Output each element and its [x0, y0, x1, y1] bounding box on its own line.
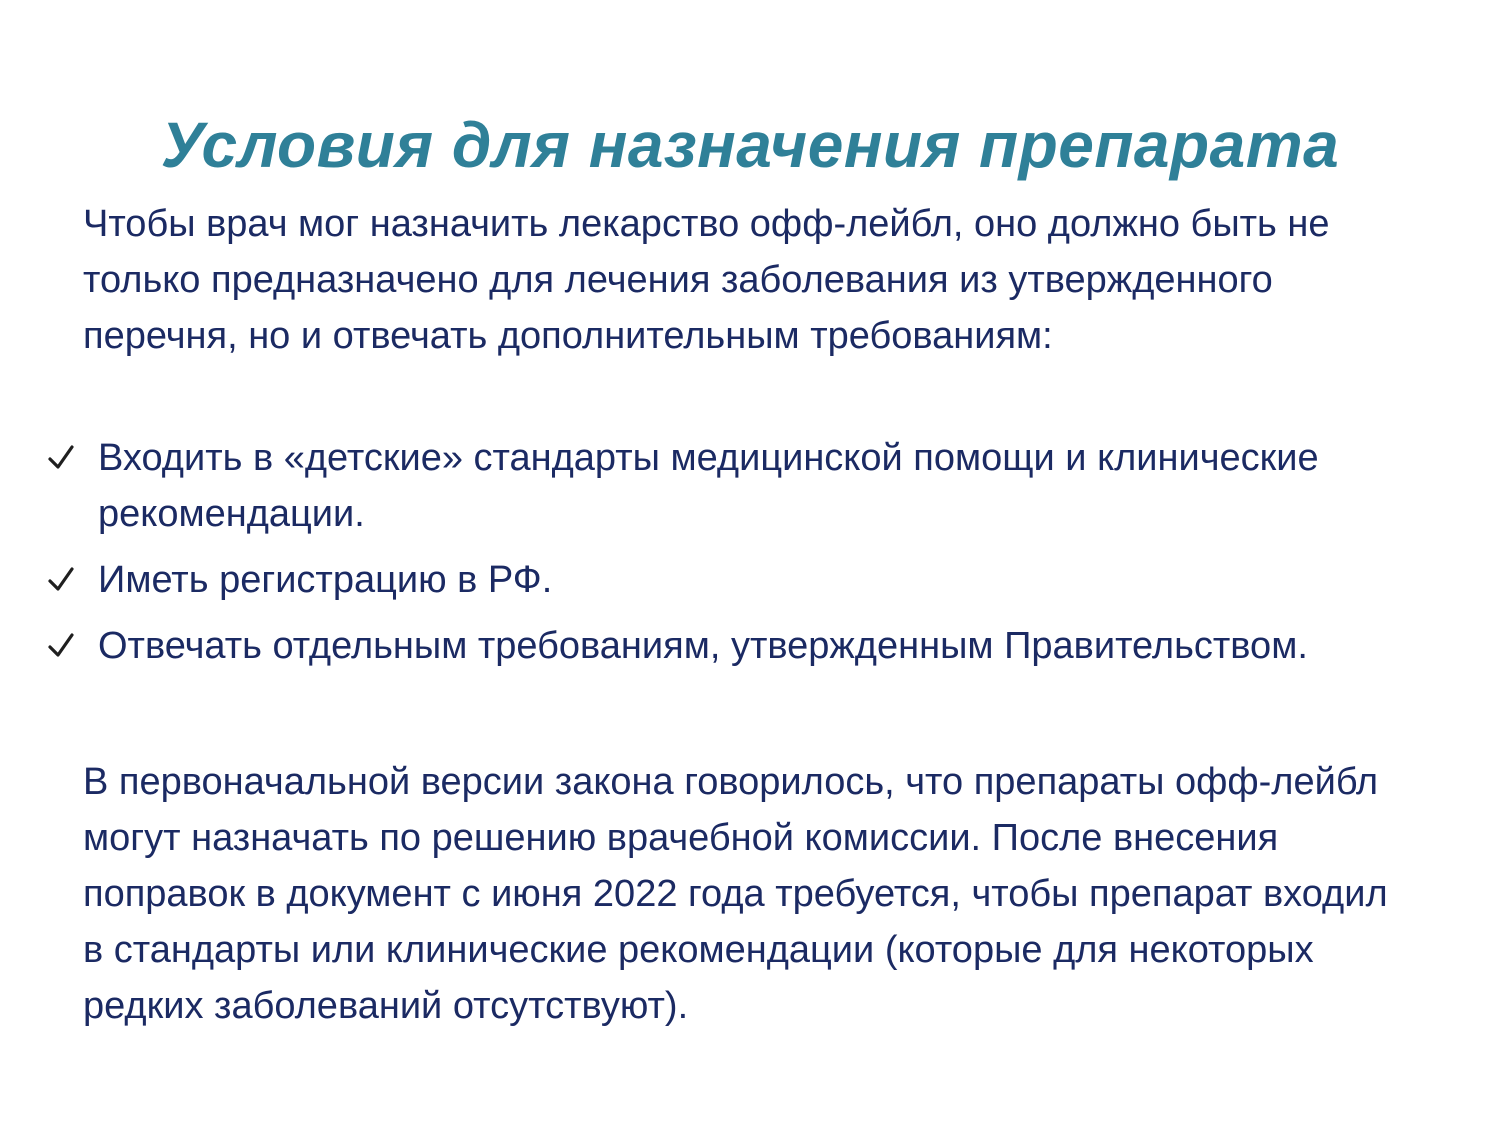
checkmark-icon: [44, 441, 78, 475]
requirement-item: [44, 552, 1464, 608]
slide-title: Условия для назначения препарата: [160, 108, 1340, 181]
requirement-item: [44, 430, 1464, 542]
requirement-item: [44, 618, 1464, 674]
requirement-text: Входить в «детские» стандарты медицинской помощи и клинические рекомендации.: [98, 437, 1319, 535]
checkmark-icon: [44, 563, 78, 597]
requirement-text: Отвечать отдельным требованиям, утвержденным Правительством.: [98, 625, 1308, 667]
intro-paragraph: Чтобы врач мог назначить лекарство офф-лейбл, оно должно быть не только предназначено для лечения заболевания из утвержденного перечня, но и отвечать дополнительным требованиям:: [83, 203, 1330, 357]
requirement-text: Иметь регистрацию в РФ.: [98, 559, 553, 601]
checkmark-icon: [44, 629, 78, 663]
requirements-checklist: [44, 430, 1464, 684]
note-paragraph: В первоначальной версии закона говорилось, что препараты офф-лейбл могут назначать по решению врачебной комиссии. После внесения поправок в документ с июня 2022 года требуется, чтобы препарат входил в стандарты или клинические рекомендации (которые для некоторых редких заболеваний отсутствуют).: [83, 761, 1388, 1027]
